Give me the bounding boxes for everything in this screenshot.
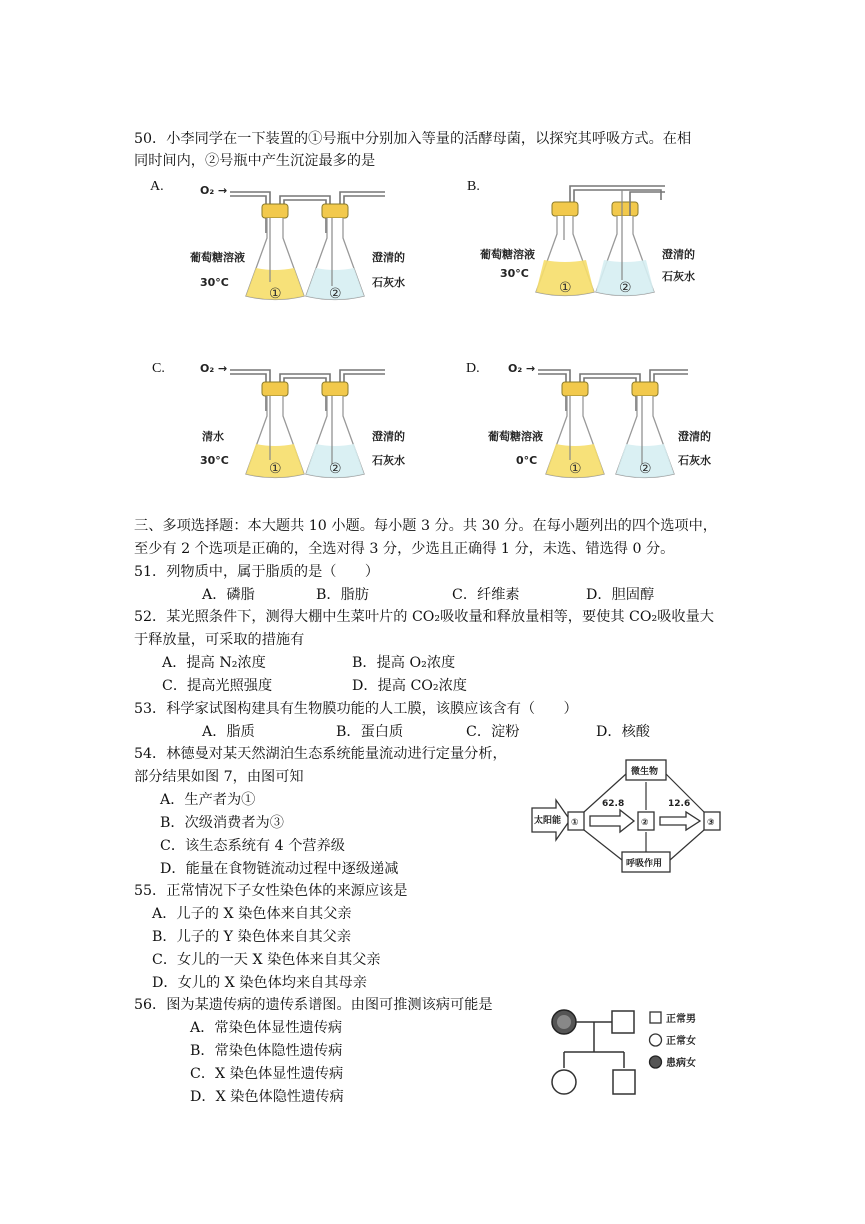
flow-arrow-1-2-icon (590, 810, 634, 832)
tubes-icon (538, 370, 688, 411)
normal-male-icon (612, 1011, 634, 1033)
svg-text:葡萄糖溶液: 葡萄糖溶液 (488, 430, 543, 443)
q52-stem-line2: 于释放量，可采取的措施有 (134, 632, 305, 648)
svg-text:②: ② (619, 280, 632, 296)
q50-option-d-label[interactable]: D. (466, 361, 480, 376)
q55-option-b[interactable]: B．儿子的 Y 染色体来自其父亲 (152, 929, 352, 945)
svg-text:①: ① (569, 461, 582, 477)
q55-option-a[interactable]: A．儿子的 X 染色体来自其父亲 (152, 906, 352, 922)
q56-stem: 56．图为某遗传病的遗传系谱图。由图可推测该病可能是 (134, 997, 493, 1013)
svg-text:①: ① (269, 461, 282, 477)
pedigree-chart (548, 1000, 728, 1108)
svg-text:澄清的: 澄清的 (678, 430, 711, 443)
svg-text:②: ② (329, 286, 342, 302)
legend (650, 1012, 697, 1069)
svg-text:太阳能: 太阳能 (534, 816, 562, 826)
q54-option-c[interactable]: C．该生态系统有 4 个营养级 (160, 838, 345, 854)
affected-female-icon (552, 1010, 576, 1034)
svg-text:30°C: 30°C (200, 276, 229, 289)
q50-option-c-label[interactable]: C. (152, 361, 165, 376)
svg-text:石灰水: 石灰水 (372, 276, 405, 289)
svg-text:62.8: 62.8 (602, 799, 625, 809)
tubes-icon (230, 370, 385, 411)
svg-text:正常男: 正常男 (666, 1014, 696, 1025)
svg-text:患病女: 患病女 (666, 1058, 696, 1069)
svg-text:清水: 清水 (202, 430, 224, 443)
svg-text:澄清的: 澄清的 (662, 248, 695, 261)
q52-option-b[interactable]: B．提高 O₂浓度 (352, 655, 456, 671)
q52-option-d[interactable]: D．提高 CO₂浓度 (352, 678, 467, 694)
q51-option-a[interactable]: A．磷脂 (202, 587, 255, 603)
section3-line2: 至少有 2 个选项是正确的，全选对得 3 分，少选且正确得 1 分，未选、错选得 0 分。 (134, 541, 675, 557)
q51-option-b[interactable]: B．脂肪 (316, 587, 369, 603)
q53-option-c[interactable]: C．淀粉 (466, 724, 520, 740)
section3-line1: 三、多项选择题：本大题共 10 小题。每小题 3 分。共 30 分。在每小题列出的四个选项中， (134, 518, 717, 534)
svg-text:②: ② (639, 461, 652, 477)
q50-option-b-label[interactable]: B. (467, 179, 480, 194)
svg-text:②: ② (641, 818, 649, 828)
svg-text:正常女: 正常女 (666, 1036, 696, 1047)
svg-text:澄清的: 澄清的 (372, 430, 405, 443)
q50-stem-line1: 50．小李同学在一下装置的①号瓶中分别加入等量的活酵母菌，以探究其呼吸方式。在相 (134, 131, 692, 147)
q55-option-d[interactable]: D．女儿的 X 染色体均来自其母亲 (152, 975, 367, 991)
q50-stem-line2: 同时间内，②号瓶中产生沉淀最多的是 (134, 153, 376, 169)
svg-text:葡萄糖溶液: 葡萄糖溶液 (190, 251, 245, 264)
normal-female-icon (552, 1070, 576, 1094)
svg-text:石灰水: 石灰水 (662, 270, 695, 283)
q55-option-c[interactable]: C．女儿的一天 X 染色体来自其父亲 (152, 952, 381, 968)
svg-text:②: ② (329, 461, 342, 477)
q51-option-d[interactable]: D．胆固醇 (586, 587, 655, 603)
q56-option-a[interactable]: A．常染色体显性遗传病 (190, 1020, 343, 1036)
q54-option-a[interactable]: A．生产者为① (160, 792, 256, 808)
normal-male-icon (613, 1070, 635, 1094)
svg-text:石灰水: 石灰水 (678, 454, 711, 467)
energy-flow-diagram (530, 752, 730, 880)
q56-option-d[interactable]: D．X 染色体隐性遗传病 (190, 1089, 344, 1105)
q53-stem: 53．科学家试图构建具有生物膜功能的人工膜，该膜应该含有（ ） (134, 701, 578, 717)
q55-stem: 55．正常情况下子女性染色体的来源应该是 (134, 883, 408, 899)
q50-apparatus-a (190, 178, 430, 313)
svg-text:①: ① (559, 280, 572, 296)
legend-female-icon (650, 1034, 662, 1046)
svg-text:0°C: 0°C (516, 454, 538, 467)
svg-text:①: ① (269, 286, 282, 302)
flow-arrow-2-3-icon (660, 812, 700, 830)
q54-option-b[interactable]: B．次级消费者为③ (160, 815, 284, 831)
tubes-icon (230, 192, 385, 233)
svg-text:①: ① (571, 818, 579, 828)
svg-text:葡萄糖溶液: 葡萄糖溶液 (480, 248, 535, 261)
q54-stem-line2: 部分结果如图 7，由图可知 (134, 769, 304, 785)
q56-option-b[interactable]: B．常染色体隐性遗传病 (190, 1043, 343, 1059)
q50-apparatus-d (488, 356, 728, 486)
q50-apparatus-b (480, 180, 720, 305)
o2-inlet-label: O₂ → (200, 184, 228, 197)
svg-text:澄清的: 澄清的 (372, 251, 405, 264)
svg-text:12.6: 12.6 (668, 799, 691, 809)
q54-option-d[interactable]: D．能量在食物链流动过程中逐级递减 (160, 861, 399, 877)
q52-option-a[interactable]: A．提高 N₂浓度 (162, 655, 266, 671)
q52-option-c[interactable]: C．提高光照强度 (162, 678, 273, 694)
svg-text:呼吸作用: 呼吸作用 (626, 859, 663, 869)
q53-option-b[interactable]: B．蛋白质 (336, 724, 404, 740)
q52-stem-line1: 52．某光照条件下，测得大棚中生菜叶片的 CO₂吸收量和释放量相等，要使其 CO₂吸收量大 (134, 609, 714, 625)
svg-text:30°C: 30°C (500, 267, 529, 280)
q54-stem-line1: 54．林德曼对某天然湖泊生态系统能量流动进行定量分析， (134, 746, 507, 762)
q53-option-d[interactable]: D．核酸 (596, 724, 650, 740)
svg-text:③: ③ (707, 818, 715, 828)
svg-text:O₂ →: O₂ → (200, 362, 228, 375)
svg-text:微生物: 微生物 (631, 767, 659, 777)
q50-apparatus-c (190, 356, 430, 486)
q56-option-c[interactable]: C．X 染色体显性遗传病 (190, 1066, 344, 1082)
svg-text:O₂ →: O₂ → (508, 362, 536, 375)
svg-text:30°C: 30°C (200, 454, 229, 467)
svg-text:石灰水: 石灰水 (372, 454, 405, 467)
q53-option-a[interactable]: A．脂质 (202, 724, 255, 740)
q51-option-c[interactable]: C．纤维素 (452, 587, 520, 603)
q51-stem: 51．列物质中，属于脂质的是（ ） (134, 564, 380, 580)
legend-male-icon (650, 1012, 661, 1023)
legend-affected-female-icon (650, 1056, 662, 1068)
q50-option-a-label[interactable]: A. (150, 179, 164, 194)
